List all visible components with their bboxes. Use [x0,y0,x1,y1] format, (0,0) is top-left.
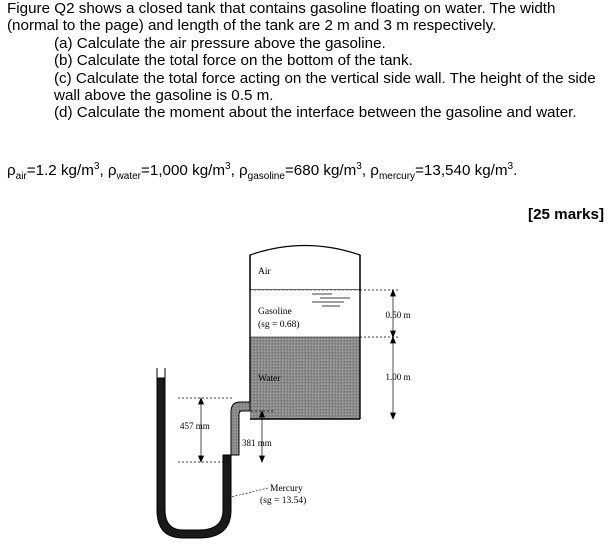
part-d: (d) Calculate the moment about the interface between the gasoline and water. [54,104,577,122]
mercury-label: Mercury [270,484,303,494]
manometer-open-tube [157,368,165,378]
gasoline-label: Gasoline [258,307,292,317]
dim-457-label: 457 mm [180,421,210,431]
part-a: (a) Calculate the air pressure above the gasoline. [54,34,386,52]
mercury-u-tube [157,378,231,538]
density-list: $\rho_{air}=1.2$ $kg/m^3$, $\rho_{water}=1,000$ $kg/m^3$, $\rho_{gasoline}=680$ $kg/m^3$, $\rho_{mercury}=13,540$ $kg/m^3$. [7,161,518,183]
problem-intro: Figure Q2 shows a closed tank that contains gasoline floating on water. The width (normal to the page) and length of the tank are 2 m and 3 m respectively. [7,0,556,35]
air-label: Air [258,267,271,277]
dim-gasoline-label: 0.50 m [385,310,411,320]
dim-381-label: 381 mm [242,438,272,448]
part-c: (c) Calculate the total force acting on the vertical side wall. The height of the side wall above the gasoline is 0.5 m. [54,69,596,105]
gasoline-sg-label: (sg = 0.68) [258,320,300,330]
part-b: (b) Calculate the total force on the bottom of the tank. [54,52,413,70]
mercury-sg-label: (sg = 13.54) [260,496,307,506]
water-label: Water [258,374,281,384]
marks-label: [25 marks] [528,206,604,223]
dim-water-label: 1.00 m [385,372,411,382]
